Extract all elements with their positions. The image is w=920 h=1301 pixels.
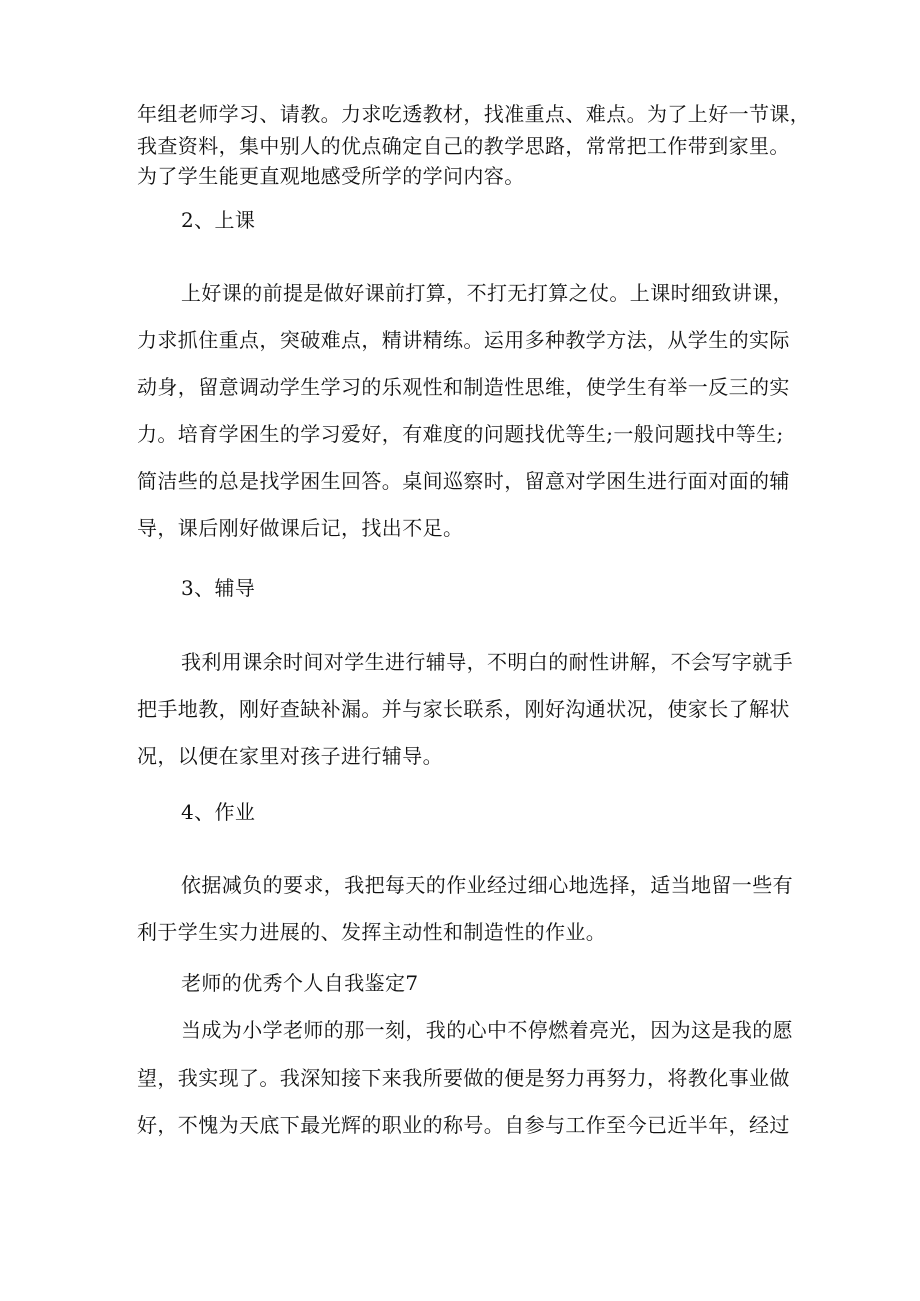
heading-3-tutoring: 3、辅导 xyxy=(181,576,256,600)
heading-4-homework: 4、作业 xyxy=(181,800,256,824)
paragraph-2-line-6: 导，课后刚好做课后记，找出不足。 xyxy=(137,516,464,540)
paragraph-1-line-1: 年组老师学习、请教。力求吃透教材，找准重点、难点。为了上好一节课， xyxy=(137,102,811,126)
paragraph-3-line-2: 把手地教，刚好查缺补漏。并与家长联系，刚好沟通状况，使家长了解状 xyxy=(137,697,790,721)
paragraph-2-line-3: 动身，留意调动学生学习的乐观性和制造性思维，使学生有举一反三的实 xyxy=(137,375,790,399)
paragraph-4-line-1: 依据减负的要求，我把每天的作业经过细心地选择，适当地留一些有 xyxy=(181,873,793,897)
paragraph-4-line-2: 利于学生实力进展的、发挥主动性和制造性的作业。 xyxy=(137,920,607,944)
section-title: 老师的优秀个人自我鉴定7 xyxy=(181,971,419,995)
paragraph-2-line-1: 上好课的前提是做好课前打算，不打无打算之仗。上课时细致讲课， xyxy=(181,281,793,305)
paragraph-2-line-2: 力求抓住重点，突破难点，精讲精练。运用多种教学方法，从学生的实际 xyxy=(137,328,790,352)
paragraph-1-line-3: 为了学生能更直观地感受所学的学问内容。 xyxy=(137,164,525,188)
paragraph-5-line-3: 好，不愧为天底下最光辉的职业的称号。自参与工作至今已近半年，经过 xyxy=(137,1113,790,1137)
paragraph-3-line-1: 我利用课余时间对学生进行辅导，不明白的耐性讲解，不会写字就手 xyxy=(181,650,793,674)
paragraph-5-line-1: 当成为小学老师的那一刻，我的心中不停燃着亮光，因为这是我的愿 xyxy=(181,1018,793,1042)
paragraph-2-line-4: 力。培育学困生的学习爱好，有难度的问题找优等生;一般问题找中等生; xyxy=(137,422,784,446)
paragraph-5-line-2: 望，我实现了。我深知接下来我所要做的便是努力再努力，将教化事业做 xyxy=(137,1066,790,1090)
paragraph-3-line-3: 况，以便在家里对孩子进行辅导。 xyxy=(137,744,443,768)
heading-2-class: 2、上课 xyxy=(181,208,256,232)
paragraph-2-line-5: 简洁些的总是找学困生回答。桌间巡察时，留意对学困生进行面对面的辅 xyxy=(137,469,790,493)
paragraph-1-line-2: 我查资料，集中别人的优点确定自己的教学思路，常常把工作带到家里。 xyxy=(137,134,790,158)
